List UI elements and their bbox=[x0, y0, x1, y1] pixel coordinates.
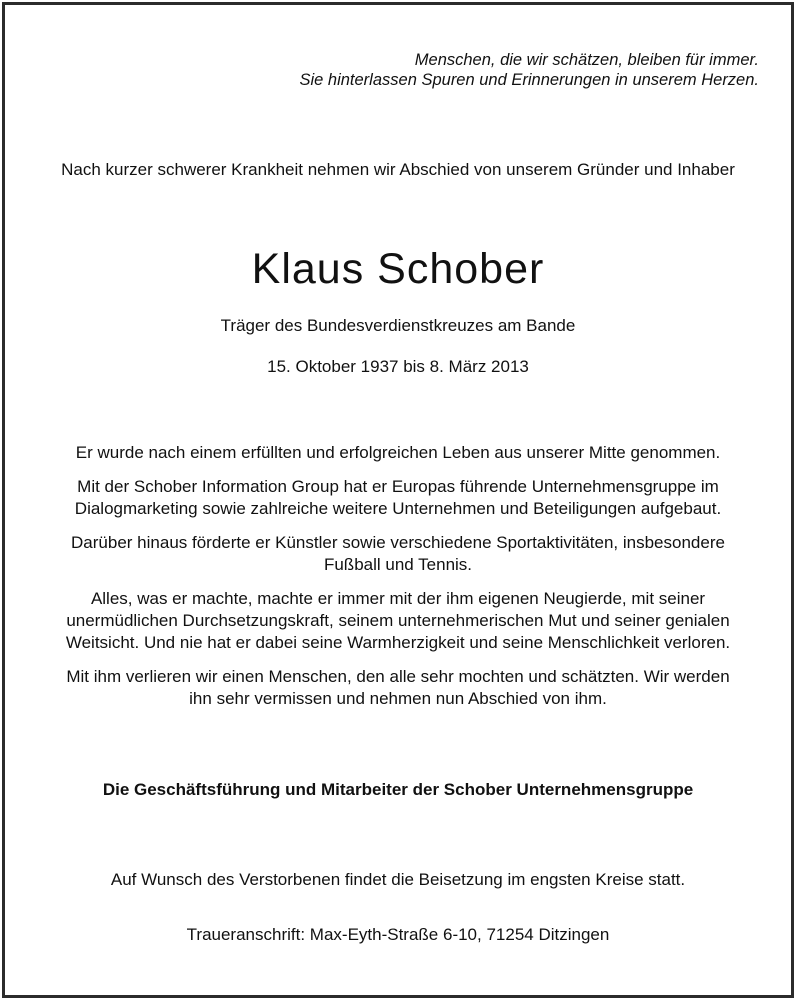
obituary-body bbox=[5, 442, 791, 710]
paragraph-line: Weitsicht. Und nie hat er dabei seine Warmherzigkeit und seine Menschlichkeit verloren. bbox=[65, 633, 731, 652]
signature-text: Die Geschäftsführung und Mitarbeiter der Schober Unternehmensgruppe bbox=[102, 780, 694, 799]
paragraph-line: Mit ihm verlieren wir einen Menschen, den alle sehr mochten und schätzten. Wir werden bbox=[66, 667, 730, 686]
epigraph-line: Sie hinterlassen Spuren und Erinnerungen in unserem Herzen. bbox=[299, 71, 759, 89]
epigraph bbox=[5, 5, 791, 90]
paragraph-line: ihn sehr vermissen und nehmen nun Abschied von ihm. bbox=[189, 689, 607, 708]
mourning-address-text: Traueranschrift: Max-Eyth-Straße 6-10, 71254 Ditzingen bbox=[186, 925, 610, 944]
obituary-notice bbox=[2, 2, 794, 998]
obituary-paragraph bbox=[5, 588, 791, 654]
paragraph-line: Alles, was er machte, machte er immer mit der ihm eigenen Neugierde, mit seiner bbox=[90, 589, 706, 608]
funeral-note bbox=[5, 869, 791, 891]
obituary-paragraph bbox=[5, 666, 791, 710]
epigraph-line: Menschen, die wir schätzen, bleiben für immer. bbox=[414, 51, 759, 69]
obituary-paragraph bbox=[5, 476, 791, 520]
paragraph-line: Darüber hinaus förderte er Künstler sowie verschiedene Sportaktivitäten, insbesondere bbox=[71, 533, 725, 552]
paragraph-line: Fußball und Tennis. bbox=[323, 555, 473, 574]
honor-title bbox=[5, 315, 791, 337]
funeral-note-text: Auf Wunsch des Verstorbenen findet die Beisetzung im engsten Kreise statt. bbox=[110, 870, 686, 889]
signature-line bbox=[5, 779, 791, 801]
paragraph-line: Dialogmarketing sowie zahlreiche weitere Unternehmen und Beteiligungen aufgebaut. bbox=[74, 499, 722, 518]
honor-text: Träger des Bundesverdienstkreuzes am Bande bbox=[220, 316, 576, 335]
obituary-paragraph bbox=[5, 442, 791, 464]
intro-line bbox=[5, 159, 791, 181]
intro-text: Nach kurzer schwerer Krankheit nehmen wir Abschied von unserem Gründer und Inhaber bbox=[61, 160, 735, 179]
obituary-paragraph bbox=[5, 532, 791, 576]
paragraph-line: Mit der Schober Information Group hat er Europas führende Unternehmensgruppe im bbox=[77, 477, 719, 496]
life-dates-text: 15. Oktober 1937 bis 8. März 2013 bbox=[267, 357, 529, 376]
life-dates bbox=[5, 356, 791, 378]
paragraph-line: unermüdlichen Durchsetzungskraft, seinem unternehmerischen Mut und seiner genialen bbox=[66, 611, 730, 630]
deceased-name: Klaus Schober bbox=[251, 245, 545, 293]
paragraph-line: Er wurde nach einem erfüllten und erfolgreichen Leben aus unserer Mitte genommen. bbox=[75, 443, 721, 462]
mourning-address bbox=[5, 924, 791, 946]
